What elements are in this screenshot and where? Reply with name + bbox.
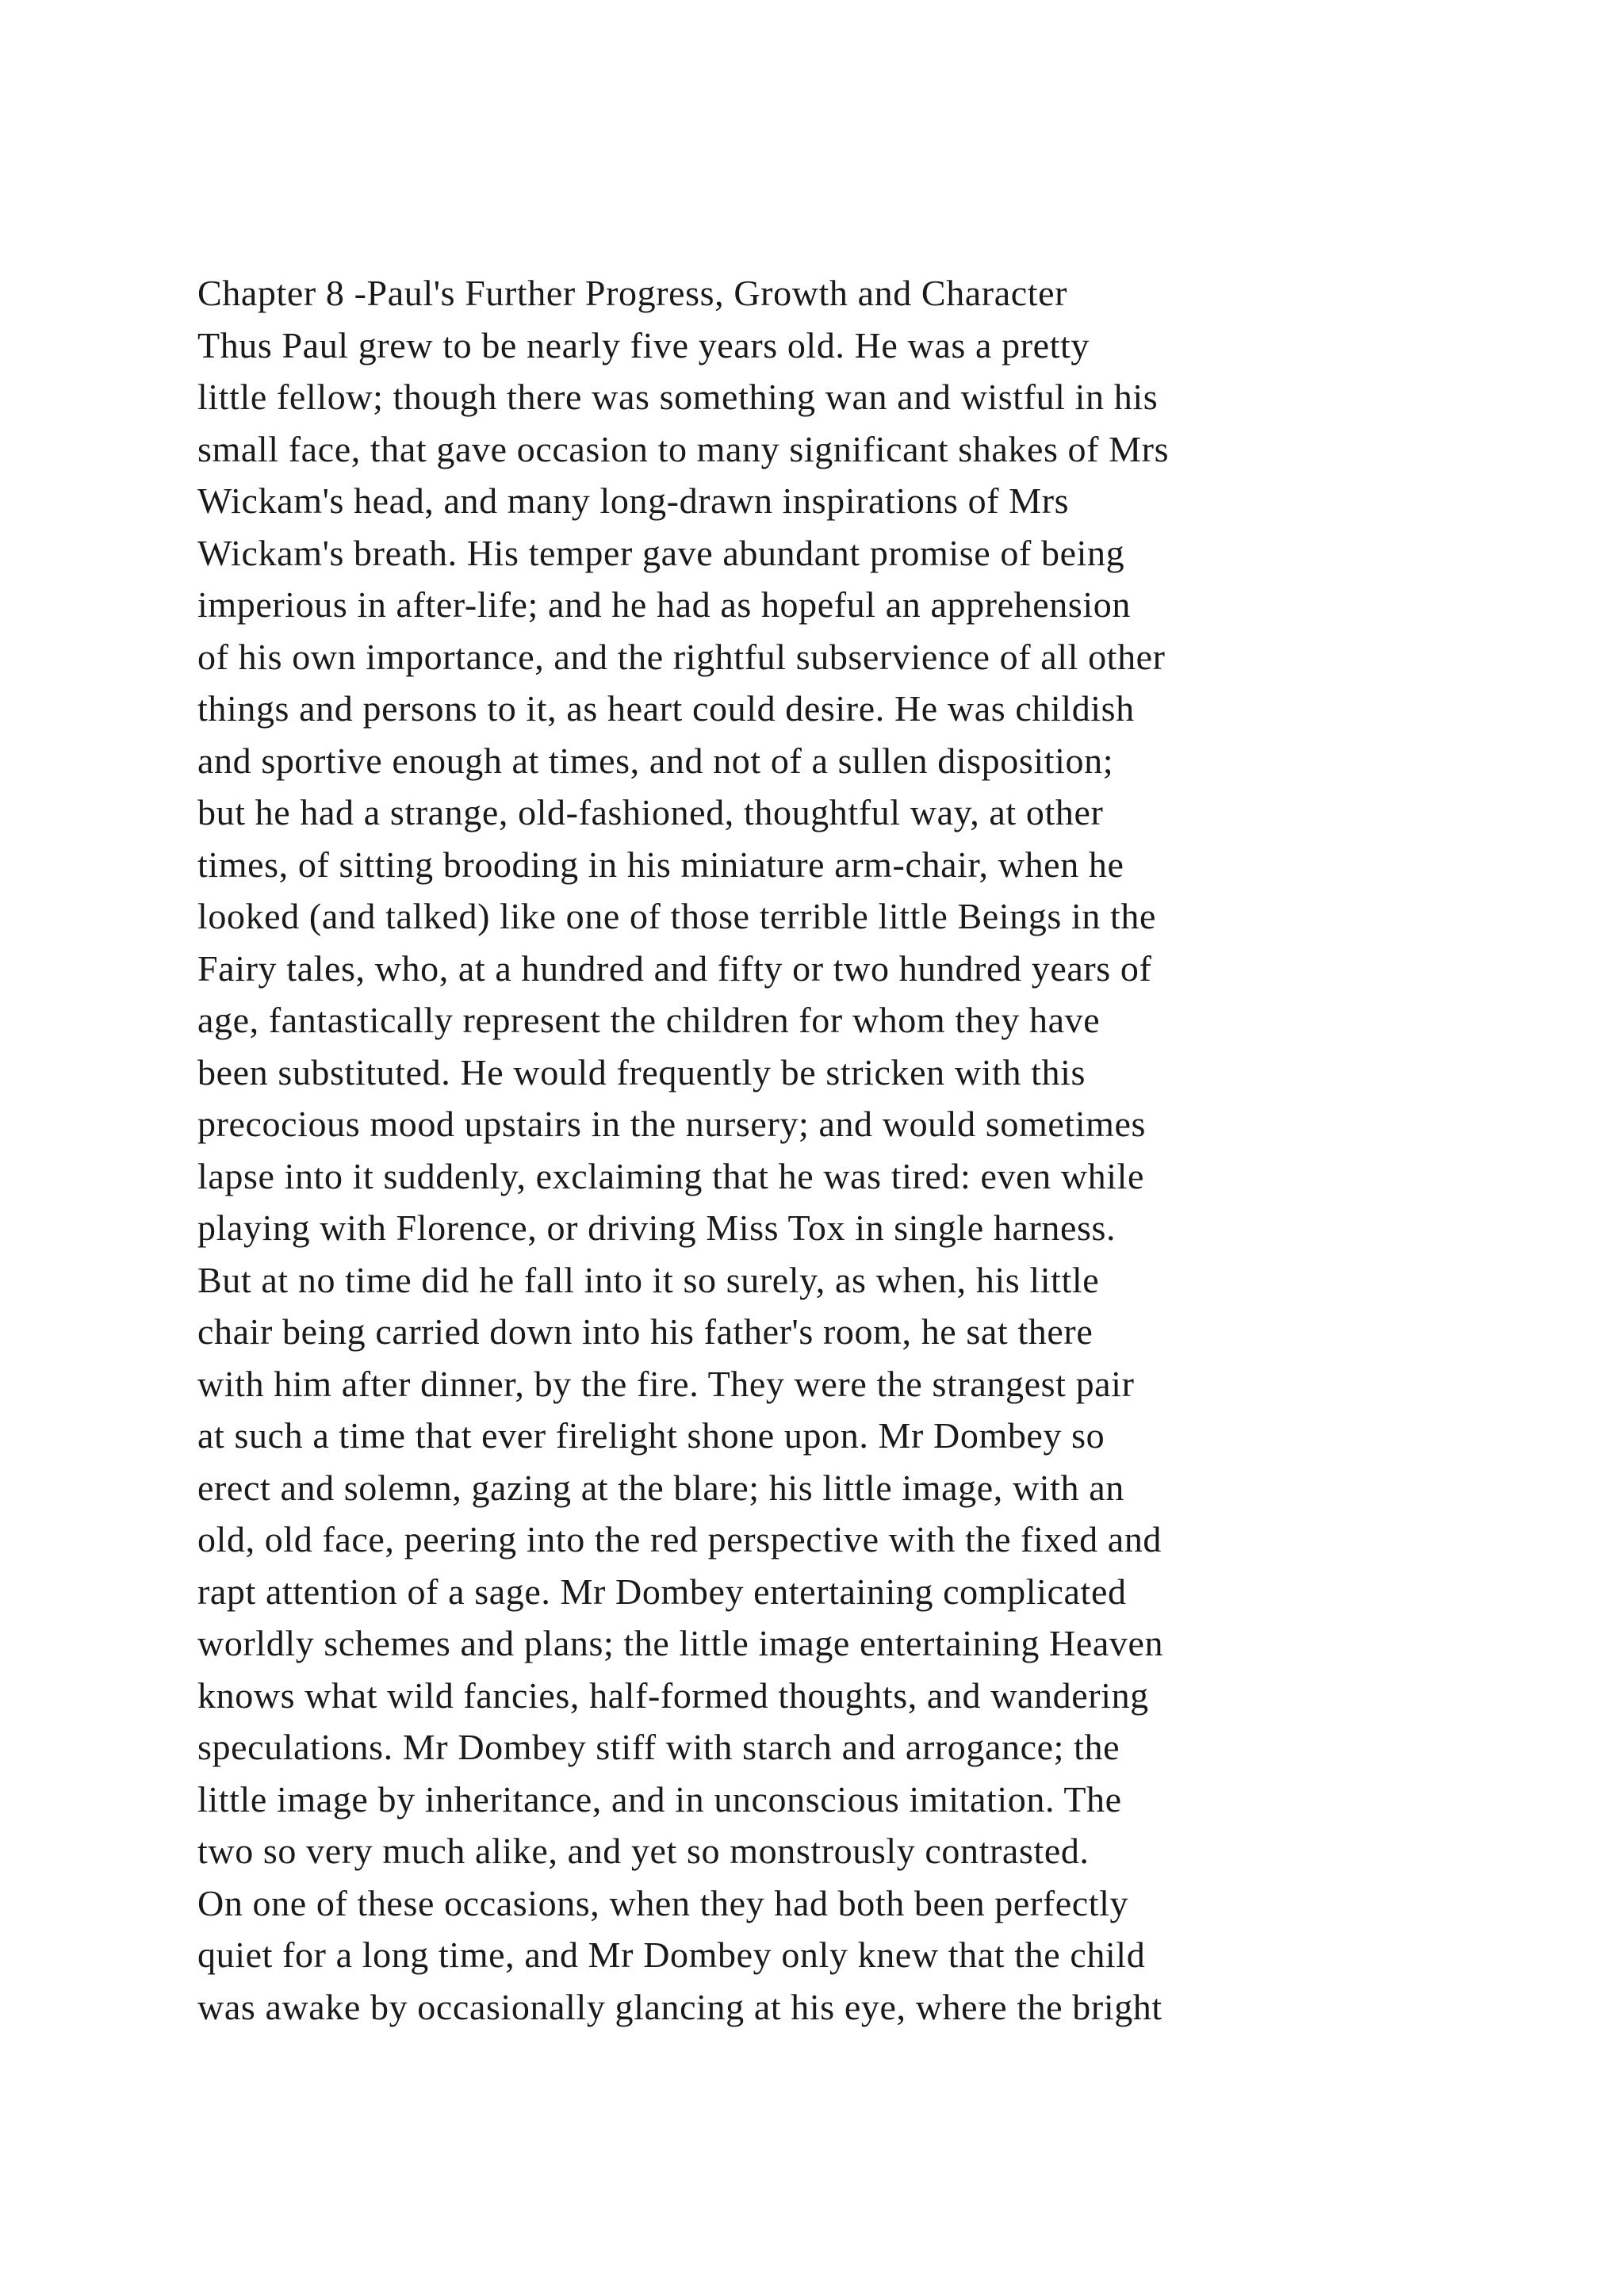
chapter-heading: Chapter 8 -Paul's Further Progress, Growth and Character: [197, 273, 1068, 313]
text-line: Thus Paul grew to be nearly five years old. He was a pretty: [197, 324, 1090, 365]
text-line: But at no time did he fall into it so surely, as when, his little: [197, 1259, 1100, 1300]
text-line: little image by inheritance, and in unconscious imitation. The: [197, 1778, 1122, 1820]
text-line: quiet for a long time, and Mr Dombey only knew that the child: [197, 1934, 1146, 1975]
text-line: playing with Florence, or driving Miss Tox in single harness.: [197, 1207, 1116, 1248]
text-line: precocious mood upstairs in the nursery; and would sometimes: [197, 1104, 1147, 1144]
body-text: [197, 267, 1434, 2033]
text-line: knows what wild fancies, half-formed thoughts, and wandering: [197, 1674, 1149, 1716]
text-line: looked (and talked) like one of those terrible little Beings in the: [197, 896, 1157, 936]
text-line: chair being carried down into his father's room, he sat there: [197, 1311, 1094, 1352]
text-line: and sportive enough at times, and not of a sullen disposition;: [197, 740, 1114, 781]
text-line: imperious in after-life; and he had as hopeful an apprehension: [197, 584, 1131, 625]
text-line: with him after dinner, by the fire. They were the strangest pair: [197, 1363, 1135, 1404]
text-line: was awake by occasionally glancing at his eye, where the bright: [197, 1986, 1162, 2027]
text-line: On one of these occasions, when they had both been perfectly: [197, 1882, 1129, 1923]
text-line: little fellow; though there was something wan and wistful in his: [197, 377, 1159, 417]
text-line: things and persons to it, as heart could desire. He was childish: [197, 688, 1135, 729]
text-line: erect and solemn, gazing at the blare; his little image, with an: [197, 1467, 1124, 1508]
text-line: of his own importance, and the rightful subservience of all other: [197, 636, 1166, 677]
text-line: small face, that gave occasion to many significant shakes of Mrs: [197, 428, 1170, 469]
text-line: lapse into it suddenly, exclaiming that he was tired: even while: [197, 1155, 1145, 1196]
text-line: speculations. Mr Dombey stiff with starch and arrogance; the: [197, 1727, 1120, 1767]
text-line: age, fantastically represent the children for whom they have: [197, 1000, 1101, 1040]
text-line: at such a time that ever firelight shone upon. Mr Dombey so: [197, 1415, 1105, 1456]
text-line: rapt attention of a sage. Mr Dombey entertaining complicated: [197, 1571, 1127, 1612]
text-line: Wickam's head, and many long-drawn inspirations of Mrs: [197, 480, 1070, 521]
text-line: times, of sitting brooding in his miniature arm-chair, when he: [197, 844, 1124, 885]
text-line: Wickam's breath. His temper gave abundant promise of being: [197, 532, 1125, 573]
text-line: old, old face, peering into the red perspective with the fixed and: [197, 1519, 1162, 1559]
text-line: worldly schemes and plans; the little image entertaining Heaven: [197, 1623, 1164, 1663]
text-line: two so very much alike, and yet so monstrously contrasted.: [197, 1831, 1090, 1871]
text-line: Fairy tales, who, at a hundred and fifty or two hundred years of: [197, 947, 1152, 989]
text-line: been substituted. He would frequently be stricken with this: [197, 1051, 1086, 1093]
text-line: but he had a strange, old-fashioned, thoughtful way, at other: [197, 792, 1104, 832]
